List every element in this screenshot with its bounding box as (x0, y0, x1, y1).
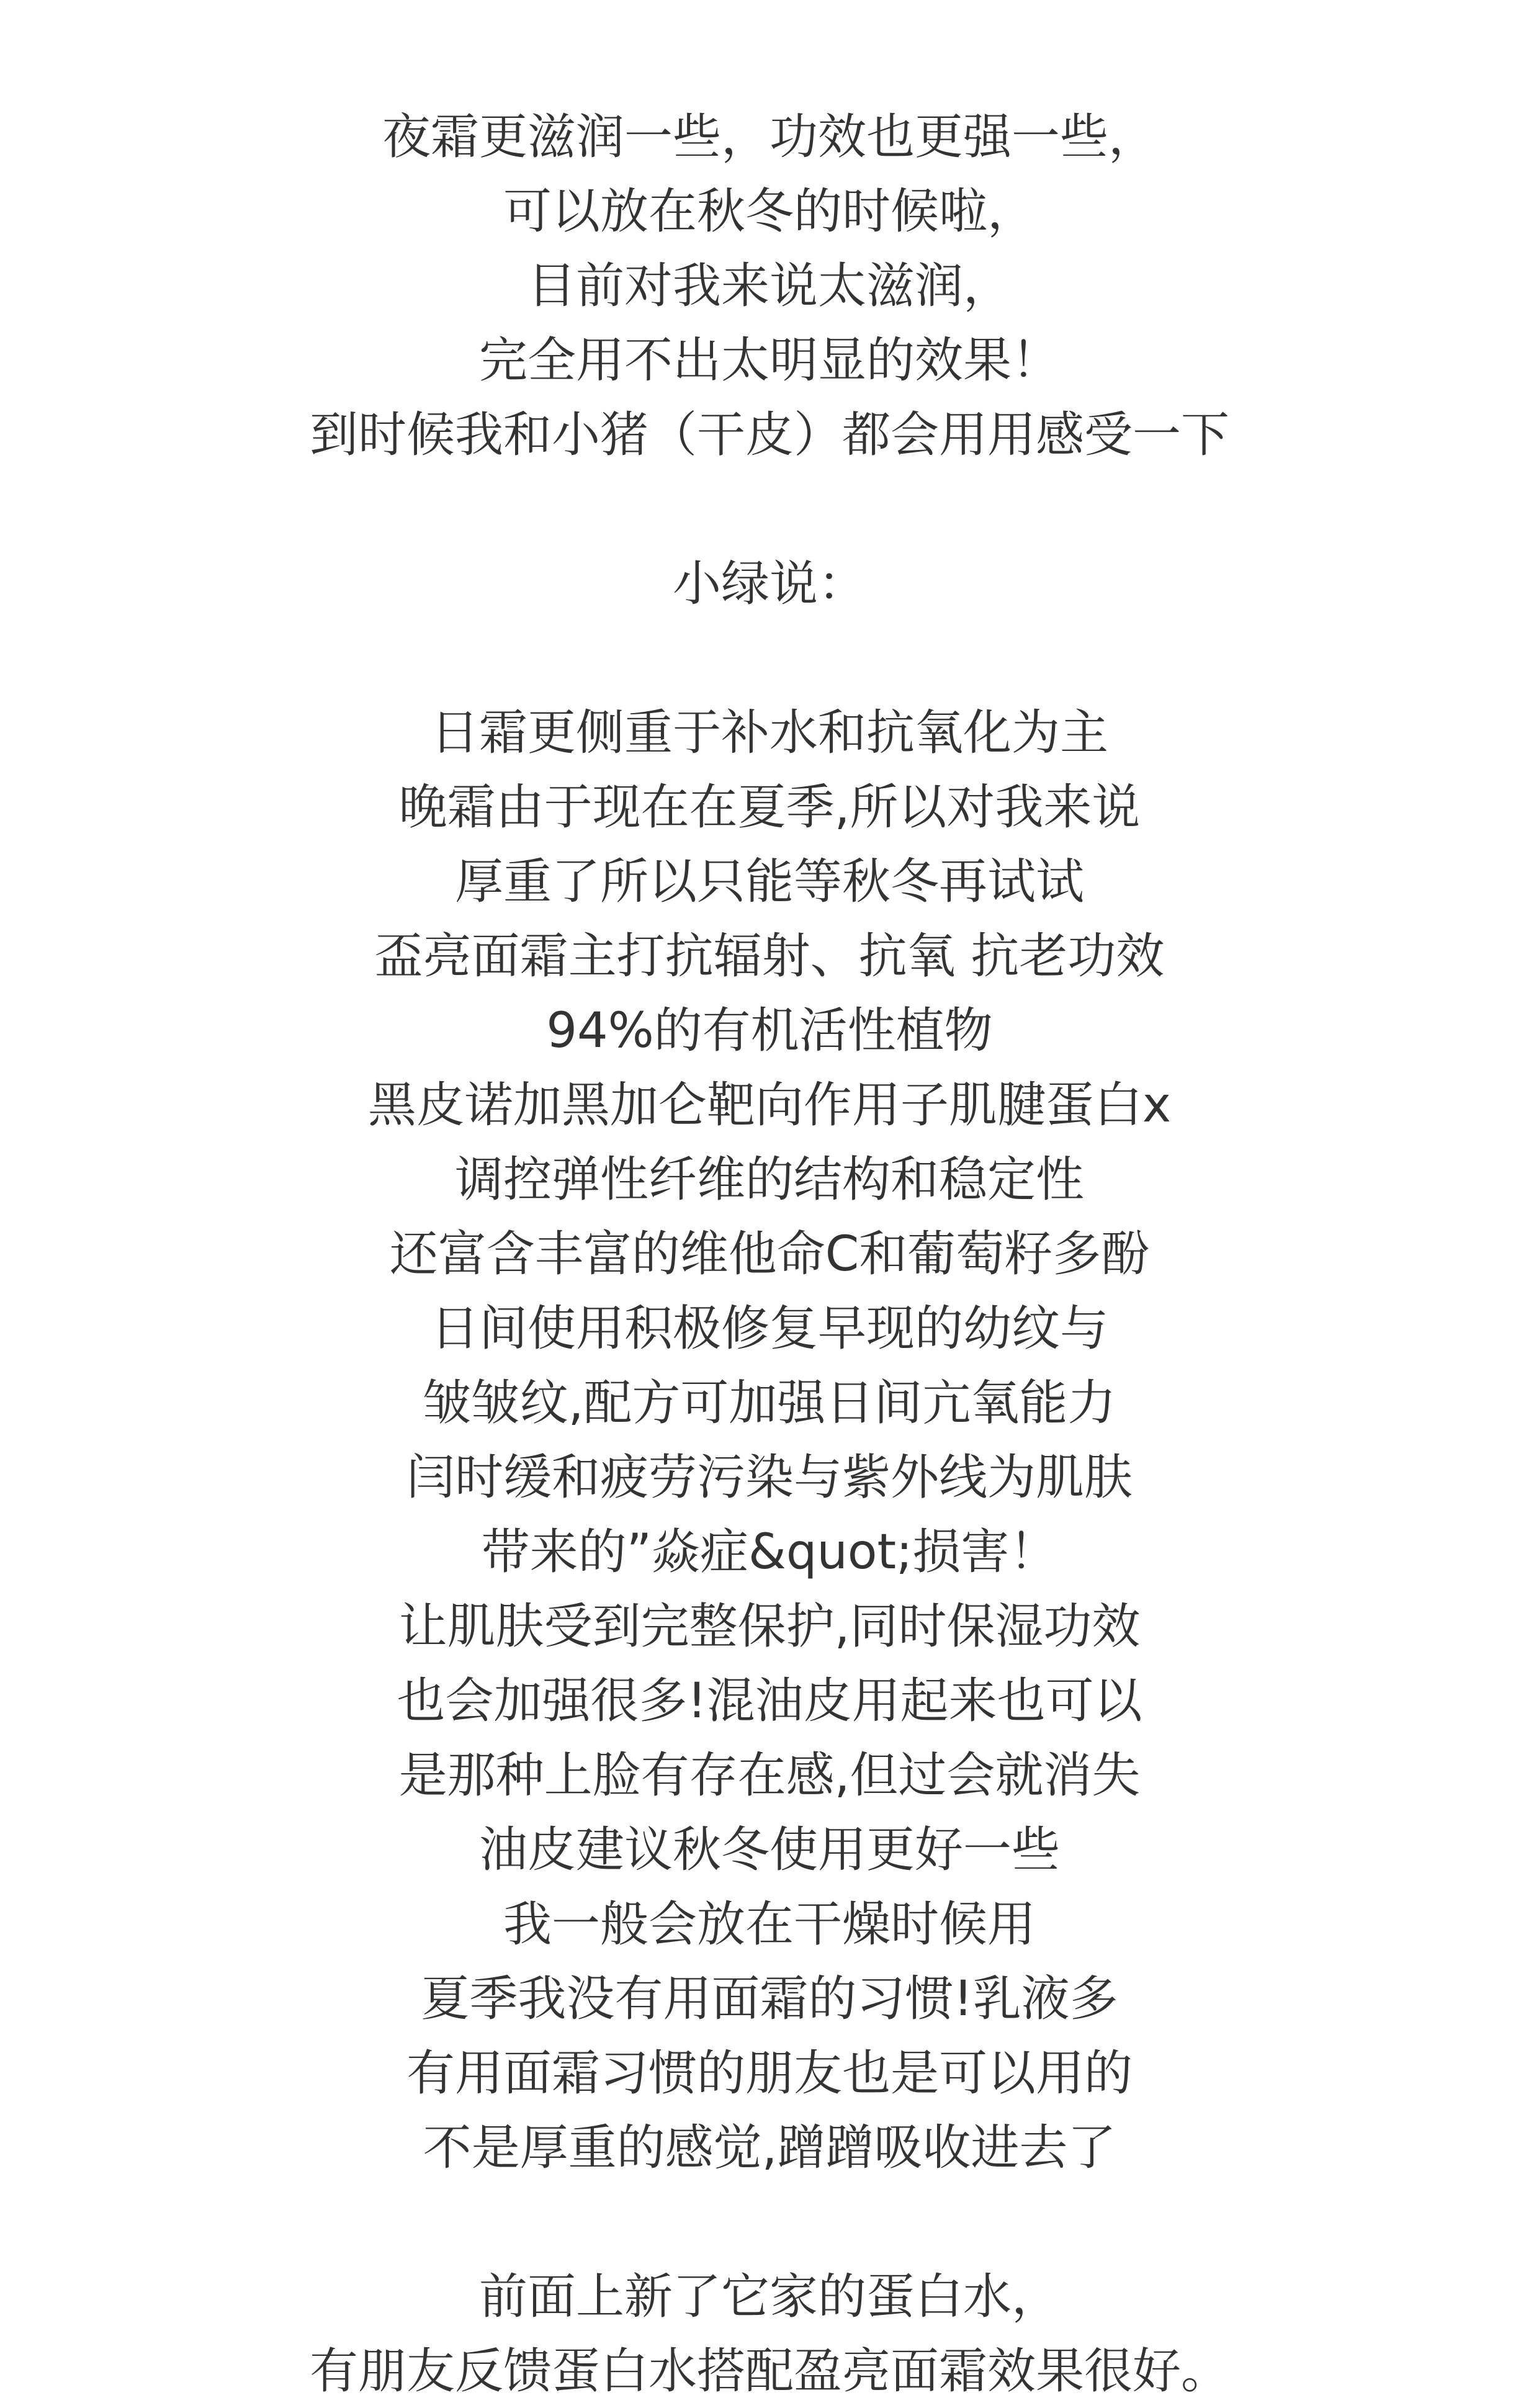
text-line-3: 目前对我来说太滋润， (527, 258, 1012, 314)
text-line-16: 皱皱纹,配方可加强日间亢氧能力 (423, 1375, 1116, 1431)
text-line-4: 完全用不出太明显的效果！ (478, 333, 1060, 389)
text-line-14: 还富含丰富的维他命C和葡萄籽多酚 (389, 1226, 1150, 1282)
text-line-5: 到时候我和小猪（干皮）都会用用感受一下 (309, 407, 1229, 463)
text-line-24: 夏季我没有用面霜的习惯!乳液多 (421, 1971, 1118, 2027)
text-line-19: 让肌肤受到完整保护,同时保湿功效 (398, 1599, 1141, 1655)
text-line-2: 可以放在秋冬的时候啦， (503, 184, 1036, 240)
text-line-7: 日霜更侧重于补水和抗氧化为主 (430, 705, 1108, 761)
text-line-13: 调控弹性纤维的结构和稳定性 (454, 1152, 1084, 1208)
text-line-17: 闫时缓和疲劳污染与紫外线为肌肤 (406, 1450, 1133, 1506)
text-line-21: 是那种上脸有存在感,但过会就消失 (398, 1748, 1141, 1804)
text-line-26: 不是厚重的感觉,蹭蹭吸收进去了 (423, 2120, 1116, 2176)
text-line-8: 晚霜由于现在在夏季,所以对我来说 (398, 779, 1141, 835)
text-line-20: 也会加强很多!混油皮用起来也可以 (397, 1673, 1142, 1729)
text-line-22: 油皮建议秋冬使用更好一些 (478, 1822, 1060, 1878)
text-line-10: 盃亮面霜主打抗辐射、抗氧 抗老功效 (374, 928, 1165, 984)
text-line-28: 有朋友反馈蛋白水搭配盈亮面霜效果很好。 (309, 2343, 1229, 2399)
text-line-1: 夜霜更滋润一些，功效也更强一些， (382, 109, 1157, 165)
text-line-23: 我一般会放在干燥时候用 (503, 1897, 1036, 1952)
text-line-18: 带来的”焱症&quot;损害！ (481, 1524, 1058, 1580)
text-line-11: 94%的有机活性植物 (546, 1003, 993, 1059)
text-line-9: 厚重了所以只能等秋冬再试试 (454, 854, 1084, 910)
text-line-25: 有用面霜习惯的朋友也是可以用的 (406, 2046, 1133, 2101)
text-line-27: 前面上新了它家的蛋白水， (478, 2269, 1060, 2325)
text-line-15: 日间使用积极修复早现的幼纹与 (430, 1301, 1108, 1357)
section-heading: 小绿说： (672, 556, 866, 612)
text-line-12: 黑皮诺加黑加仑靶向作用子肌腱蛋白x (367, 1077, 1172, 1133)
